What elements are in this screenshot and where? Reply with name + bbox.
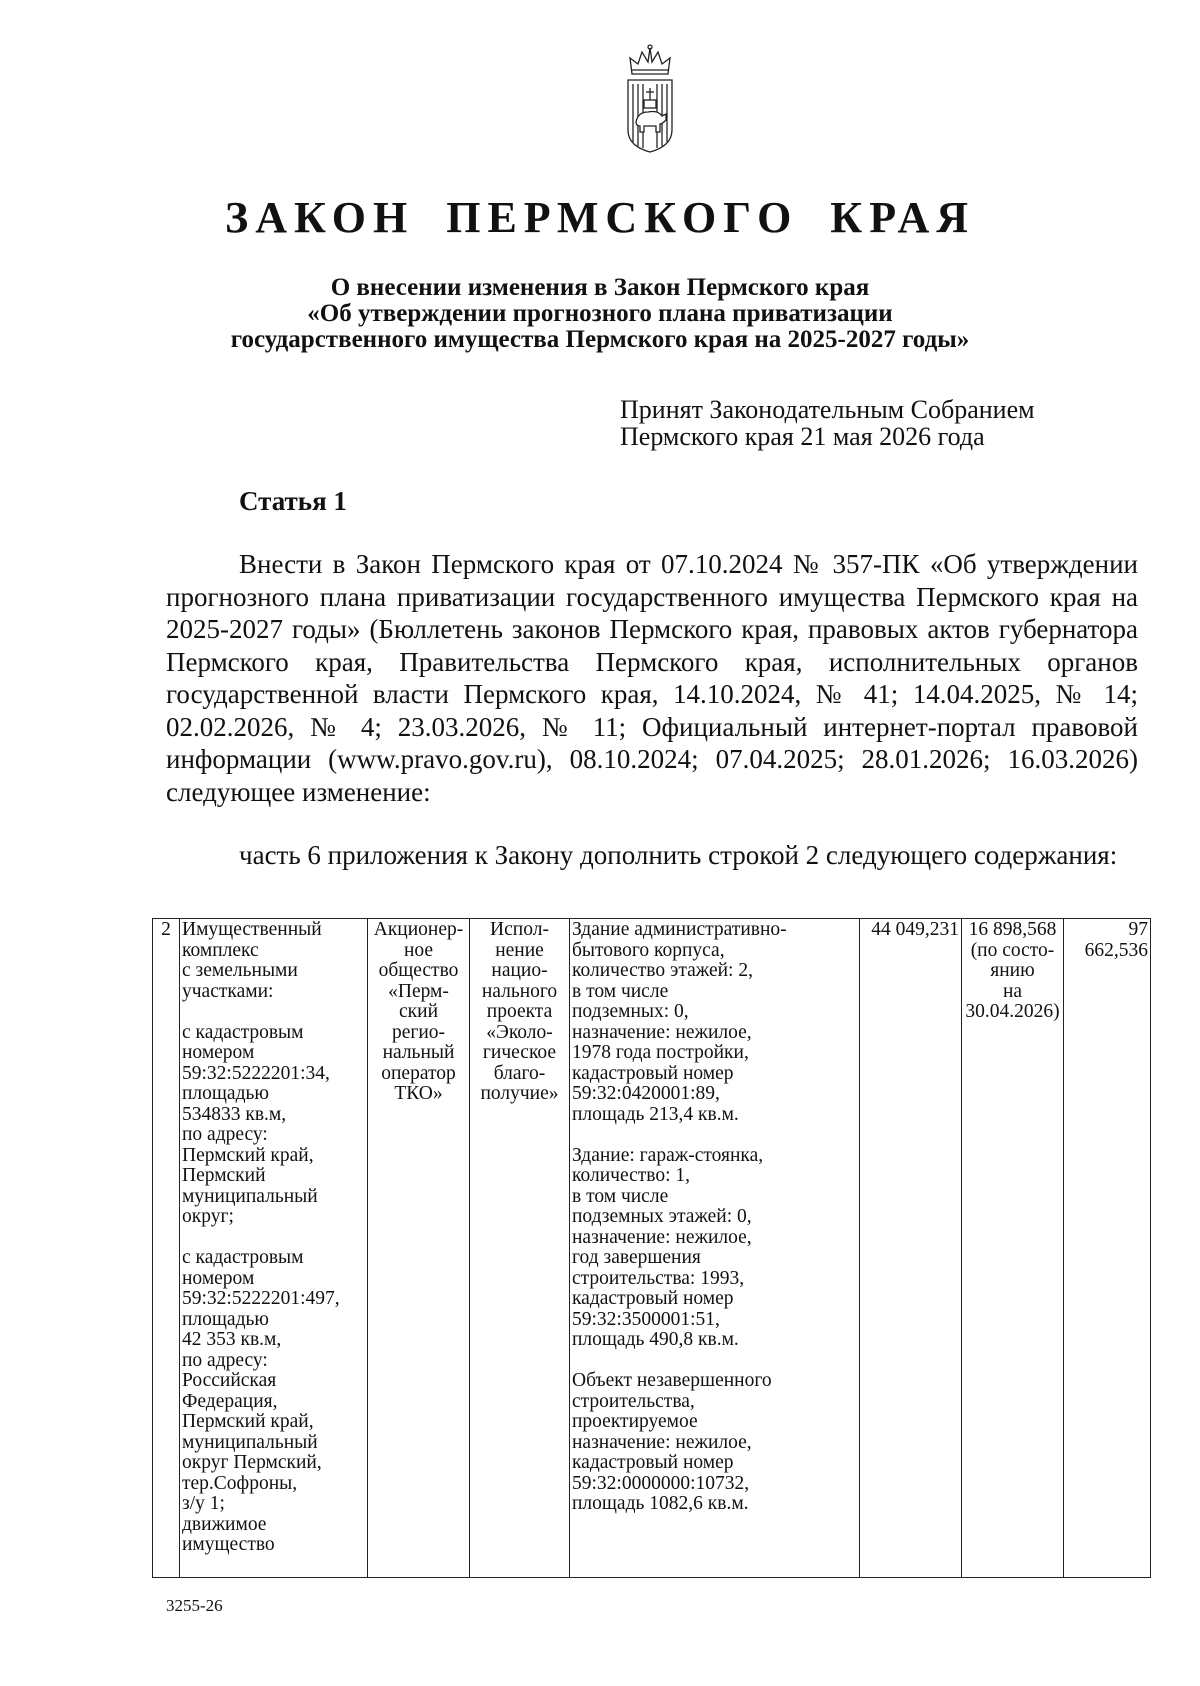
- law-subtitle: [150, 275, 1050, 353]
- perm-krai-coat-of-arms-icon: [622, 44, 678, 154]
- article-paragraph-2: [166, 839, 1138, 872]
- object-description-cell: Здание административно- бытового корпуса, количество этажей: 2, в том числе подземных: 0, назначение: нежилое, 1978 года постройки, кадастровый номер 59:32:0420001:89, площадь 213,4 кв.м. Здание: гараж-стоянка, количество: 1, в том числе подземных этажей: 0, назначение: нежилое, год завершения строительства: 1993, кадастровый номер 59:32:3500001:51, площадь 490,8 кв.м. Объект незавершенного строительства, проектируемое назначение: нежилое, кадастровый номер 59:32:0000000:10732, площадь 1082,6 кв.м.: [570, 919, 860, 1578]
- subtitle-line: государственного имущества Пермского края на 2025-2027 годы»: [230, 326, 970, 353]
- adoption-note: [620, 396, 1035, 450]
- value-2-cell: 16 898,568 (по состо- янию на 30.04.2026): [962, 919, 1064, 1578]
- value-1-cell: 44 049,231: [860, 919, 962, 1578]
- article-paragraph-1: [166, 548, 1138, 808]
- buyer-cell: Акционер- ное общество «Перм- ский регио- нальный оператор ТКО»: [368, 919, 470, 1578]
- value-3-cell: 97 662,536: [1064, 919, 1151, 1578]
- document-code: 3255-26: [166, 1596, 223, 1615]
- paragraph-1-text: Внести в Закон Пермского края от 07.10.2024 № 357-ПК «Об утверждении прогнозного плана приватизации государственного имущества Пермского края на 2025-2027 годы» (Бюллетень законов Пермского края, правовых актов губернатора Пермского края, Правительства Пермского края, исполнительных органов государственной власти Пермского края, 14.10.2024, № 41; 14.04.2025, № 14; 02.02.2026, № 4; 23.03.2026, № 11; Официальный интернет-портал правовой информации (www.pravo.gov.ru), 08.10.2024; 07.04.2025; 28.01.2026; 16.03.2026) следующее изменение:: [166, 549, 1138, 807]
- table-row: [153, 919, 1151, 1578]
- subtitle-line: «Об утверждении прогнозного плана приватизации: [307, 300, 893, 327]
- property-name-cell: Имущественный комплекс с земельными участками: с кадастровым номером 59:32:5222201:34, площадью 534833 кв.м, по адресу: Пермский край, Пермский муниципальный округ; с кадастровым номером 59:32:5222201:497, площадью 42 353 кв.м, по адресу: Российская Федерация, Пермский край, муниципальный округ Пермский, тер.Софроны, з/у 1; движимое имущество: [180, 919, 368, 1578]
- law-title: ЗАКОН ПЕРМСКОГО КРАЯ: [224, 193, 976, 242]
- row-number-cell: 2: [153, 919, 180, 1578]
- adoption-line: Принят Законодательным Собранием: [620, 395, 1035, 424]
- privatization-table: [152, 918, 1151, 1578]
- paragraph-2-text: часть 6 приложения к Закону дополнить строкой 2 следующего содержания:: [239, 840, 1118, 870]
- adoption-line: Пермского края 21 мая 2026 года: [620, 422, 985, 451]
- article-heading: Статья 1: [239, 486, 347, 516]
- subtitle-line: О внесении изменения в Закон Пермского края: [330, 274, 870, 301]
- purpose-cell: Испол- нение нацио- нального проекта «Эколо- гическое благо- получие»: [470, 919, 570, 1578]
